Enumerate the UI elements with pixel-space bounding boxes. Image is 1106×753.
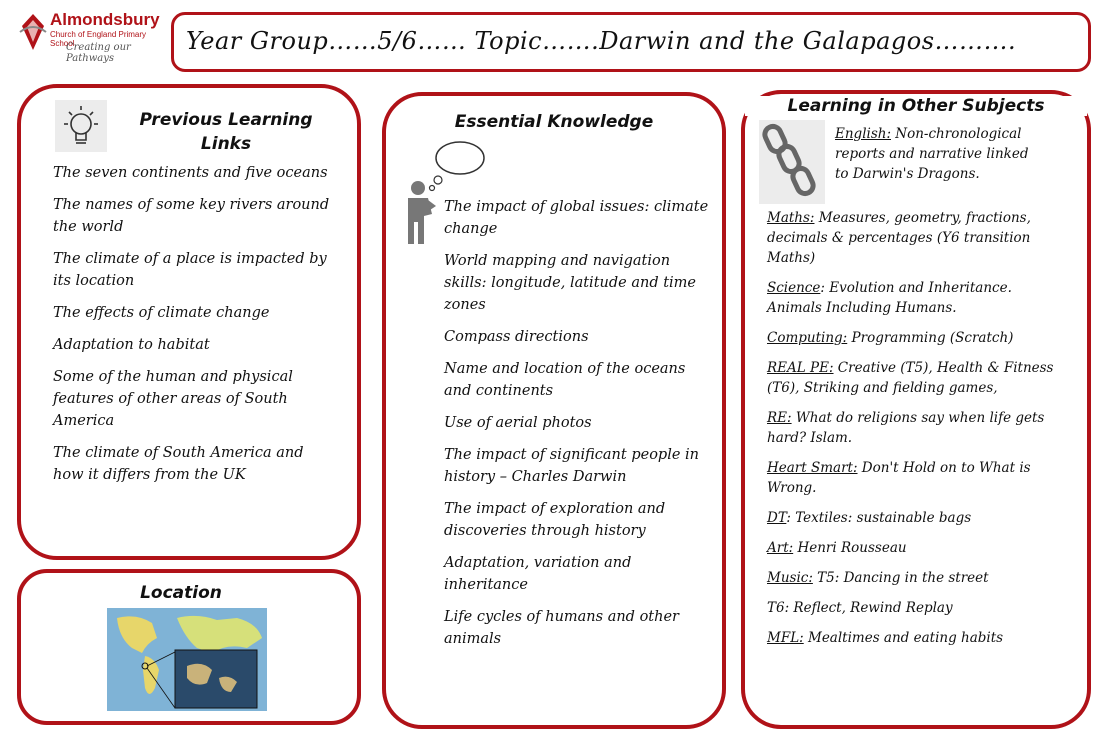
subject-label: Heart Smart: — [767, 460, 858, 476]
subject-text: : Evolution and Inheritance. Animals Including Humans. — [767, 280, 1012, 316]
subject-label: Science — [767, 280, 821, 296]
other-subjects-panel — [741, 90, 1091, 729]
subject-text: Don't Hold on to What is Wrong. — [767, 460, 1031, 496]
subject-label: Art: — [767, 540, 794, 556]
lightbulb-icon — [55, 100, 107, 152]
school-logo — [18, 8, 160, 68]
school-subtitle: Church of England Primary School — [50, 30, 147, 48]
subject-text: What do religions say when life gets hard? Islam. — [767, 410, 1045, 446]
subject-item-maths — [767, 208, 1067, 268]
subject-text: Creative (T5), Health & Fitness (T6), Striking and fielding games, — [767, 360, 1054, 396]
subject-text: T6: Reflect, Rewind Replay — [767, 600, 953, 616]
list-item: Adaptation, variation and inheritance — [444, 555, 632, 593]
list-item: The effects of climate change — [53, 305, 270, 321]
subject-item-music-t6 — [767, 598, 1067, 618]
previous-learning-heading: Previous Learning Links — [139, 110, 313, 154]
subject-item-re — [767, 408, 1067, 448]
subject-label: MFL: — [767, 630, 804, 646]
school-name: Almondsbury — [50, 10, 160, 29]
list-item: The impact of exploration and discoveries through history — [444, 501, 666, 539]
subject-item-computing — [767, 328, 1067, 348]
list-item: Use of aerial photos — [444, 415, 592, 431]
subject-label: Computing: — [767, 330, 848, 346]
subject-text: Henri Rousseau — [793, 540, 907, 556]
subject-label: RE: — [767, 410, 792, 426]
subject-item-heart-smart — [767, 458, 1067, 498]
world-map-image — [107, 608, 267, 711]
school-tagline: Creating our Pathways — [66, 42, 131, 64]
location-panel — [17, 569, 361, 725]
list-item: The climate of a place is impacted by its location — [53, 251, 327, 289]
subject-label: Music: — [767, 570, 813, 586]
list-item: Compass directions — [444, 329, 589, 345]
list-item: The impact of significant people in history – Charles Darwin — [444, 447, 700, 485]
essential-knowledge-heading: Essential Knowledge — [454, 112, 654, 132]
subject-item-art — [767, 538, 1067, 558]
list-item: The impact of global issues: climate change — [444, 199, 709, 237]
previous-learning-panel — [17, 84, 361, 560]
subject-item-english — [835, 124, 1045, 184]
subject-text: Programming (Scratch) — [847, 330, 1014, 346]
list-item: Adaptation to habitat — [53, 337, 210, 353]
list-item: Life cycles of humans and other animals — [444, 609, 679, 647]
subject-item-pe — [767, 358, 1067, 398]
subject-text: Non-chronological reports and narrative linked to Darwin's Dragons. — [835, 126, 1029, 182]
list-item: The names of some key rivers around the world — [53, 197, 330, 235]
subject-label: Maths: — [767, 210, 815, 226]
subject-text: T5: Dancing in the street — [812, 570, 989, 586]
chain-link-icon — [759, 120, 825, 204]
location-heading: Location — [140, 583, 222, 603]
list-item: Name and location of the oceans and continents — [444, 361, 686, 399]
subject-label: REAL PE: — [767, 360, 834, 376]
crest-icon — [18, 12, 48, 52]
subject-item-dt — [767, 508, 1067, 528]
essential-knowledge-panel — [382, 92, 726, 729]
other-subjects-heading: Learning in Other Subjects — [745, 96, 1087, 116]
subject-text: Measures, geometry, fractions, decimals & percentages (Y6 transition Maths) — [767, 210, 1031, 266]
list-item: The seven continents and five oceans — [53, 165, 328, 181]
subject-label: English: — [835, 126, 891, 142]
subject-text: : Textiles: sustainable bags — [786, 510, 972, 526]
subject-label: DT — [767, 510, 787, 526]
subject-item-mfl — [767, 628, 1067, 648]
list-item: World mapping and navigation skills: longitude, latitude and time zones — [444, 253, 697, 313]
title-bar — [171, 12, 1091, 72]
list-item: The climate of South America and how it differs from the UK — [53, 445, 304, 483]
subject-item-science — [767, 278, 1067, 318]
page-title: Year Group……5/6…… Topic…….Darwin and the Galapagos………. — [186, 27, 1017, 55]
subject-item-music — [767, 568, 1067, 588]
list-item: Some of the human and physical features of other areas of South America — [53, 369, 293, 429]
subject-text: Mealtimes and eating habits — [803, 630, 1004, 646]
